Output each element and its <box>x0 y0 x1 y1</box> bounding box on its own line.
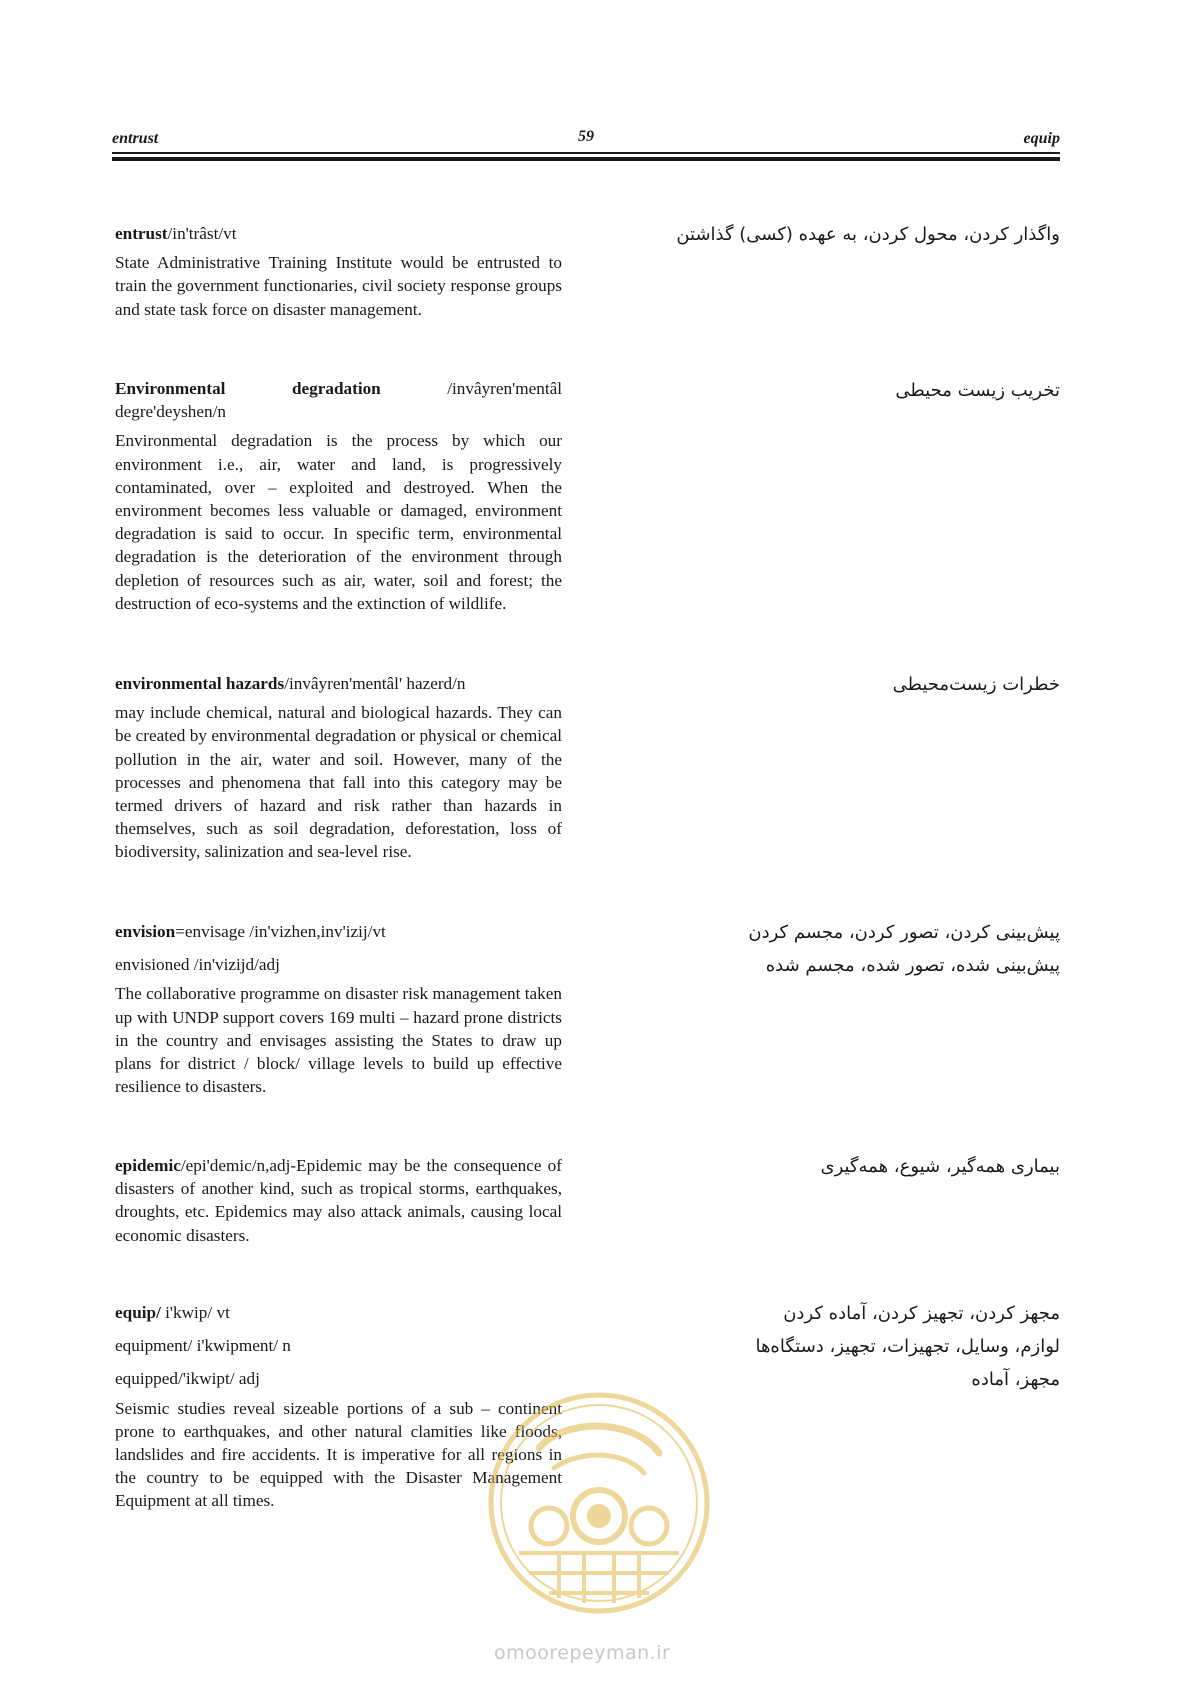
pronunciation: /in'trâst/vt <box>167 224 237 243</box>
headword: envision <box>115 922 176 941</box>
persian-gloss: واگذار کردن، محول کردن، به عهده (کسی) گذاشتن <box>676 224 1060 245</box>
header-left-word: entrust <box>112 130 159 147</box>
definition: Epidemic may be the consequence of disasters of another kind, such as tropical storms, earthquakes, droughts, etc. Epidemics may also attack animals, causing local economic disasters. <box>115 1156 562 1245</box>
entry-epidemic-fa <box>630 1150 1060 1183</box>
headword: entrust <box>115 224 168 243</box>
pronunciation: /epi'demic/n,adj- <box>180 1156 297 1175</box>
headword: epidemic <box>115 1156 181 1175</box>
header-right-word: equip <box>1023 130 1060 147</box>
definition: The collaborative programme on disaster risk management taken up with UNDP support covers 169 multi – hazard prone districts in the country and envisages assisting the States to draw up plans for district / block/ village levels to build up effective resilience to disasters. <box>115 984 562 1097</box>
derived-form: equipment/ i'kwipment/ n <box>115 1336 291 1356</box>
headword-part-1: Environmental <box>115 379 226 398</box>
pronunciation-part-1: /invâyren'mentâl <box>447 379 562 398</box>
persian-gloss: تخریب زیست محیطی <box>895 380 1060 401</box>
seal-logo-icon <box>484 1388 714 1618</box>
headword-part-2: degradation <box>291 379 381 398</box>
definition: Environmental degradation is the process by which our environment i.e., air, water and land, is progressively contaminated, over – exploited and destroyed. When the environment becomes less valuable or damaged, environment degradation is said to occur. In specific term, environmental degradation is the deterioration of the environment through depletion of resources such as air, water, soil and forest; the destruction of eco-systems and the extinction of wildlife. <box>115 431 562 613</box>
entry-environmental-hazards-fa <box>630 668 1060 701</box>
entry-environmental-degradation <box>115 377 562 615</box>
persian-gloss-derived: پیش‌بینی شده، تصور شده، مجسم شده <box>765 955 1060 976</box>
persian-gloss: بیماری همه‌گیر، شیوع، همه‌گیری <box>820 1156 1060 1177</box>
definition: may include chemical, natural and biological hazards. They can be created by environmental degradation or physical or chemical pollution in the air, water and soil. However, many of the processes and phenomena that fall into this category may be termed drivers of hazard and risk rather than hazards in themselves, such as soil degradation, deforestation, loss of biodiversity, salinization and sea-level rise. <box>115 703 562 862</box>
entry-epidemic <box>115 1154 562 1247</box>
definition: Seismic studies reveal sizeable portions of a sub – continent prone to earthquakes, and other natural clamities like floods, landslides and fire accidents. It is imperative for all regions in the country to be equipped with the Disaster Management Equipment at all times. <box>115 1398 562 1511</box>
pronunciation: /invâyren'mentâl' hazerd/n <box>284 674 466 693</box>
entry-envision <box>115 920 562 1098</box>
header-rule-thick <box>112 157 1060 161</box>
headword: environmental hazards <box>115 674 285 693</box>
running-header <box>112 128 1060 160</box>
derived-form: envisioned /in'vizijd/adj <box>115 955 280 975</box>
header-rule-thin <box>112 152 1060 154</box>
watermark-site: omoorepeyman.ir <box>494 1642 671 1664</box>
entry-equip-fa <box>630 1297 1060 1396</box>
page-number: 59 <box>578 128 594 145</box>
entry-envision-fa <box>630 916 1060 982</box>
persian-gloss: خطرات زیست‌محیطی <box>892 674 1060 695</box>
pronunciation: =envisage /in'vizhen,inv'izij/vt <box>175 922 386 941</box>
entry-environmental-hazards <box>115 672 562 864</box>
persian-gloss-derived: لوازم، وسایل، تجهیزات، تجهیز، دستگاه‌ها <box>755 1336 1060 1357</box>
entry-entrust-fa <box>630 218 1060 251</box>
definition: State Administrative Training Institute would be entrusted to train the government functionaries, civil society response groups and state task force on disaster management. <box>115 253 562 319</box>
entry-environmental-degradation-fa <box>630 374 1060 407</box>
persian-gloss: مجهز کردن، تجهیز کردن، آماده کردن <box>783 1303 1060 1324</box>
entry-entrust <box>115 222 562 321</box>
persian-gloss-derived-2: مجهز، آماده <box>971 1369 1060 1390</box>
pronunciation-part-2: degre'deyshen/n <box>115 402 226 422</box>
pronunciation: i'kwip/ vt <box>160 1303 230 1322</box>
derived-form-2: equipped/'ikwipt/ adj <box>115 1369 260 1389</box>
persian-gloss: پیش‌بینی کردن، تصور کردن، مجسم کردن <box>748 922 1060 943</box>
headword: equip/ <box>115 1303 161 1322</box>
